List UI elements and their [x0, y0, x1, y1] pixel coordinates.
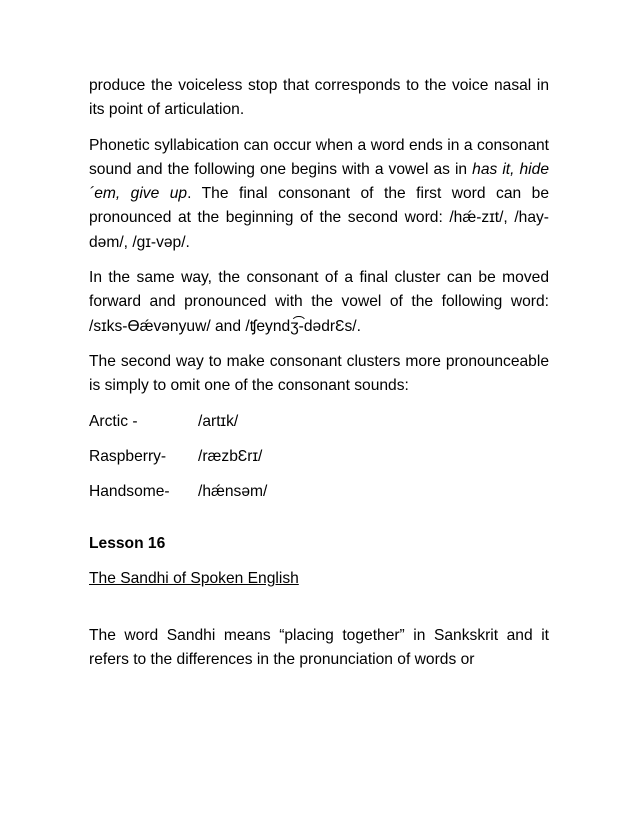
example-ipa: /ræzbƐrɪ/	[198, 447, 263, 465]
paragraph-sandhi-intro: The word Sandhi means “placing together” in Sankskrit and it refers to the differences in the pronunciation of words or	[89, 627, 549, 669]
example-row-raspberry	[89, 445, 549, 469]
lesson-heading: Lesson 16	[89, 535, 166, 553]
example-ipa: /hǽnsəm/	[198, 483, 268, 501]
example-term: Handsome-	[89, 483, 170, 501]
lesson-subheading: The Sandhi of Spoken English	[89, 569, 299, 587]
example-term: Arctic -	[89, 412, 138, 430]
paragraph-text: . The final consonant of the first word can be pronounced at the beginning of the second word: /hǽ-zɪt/, /hay-dəm/, /gɪ-vəp/.	[89, 185, 549, 251]
paragraph-omit-consonant: The second way to make consonant clusters more pronounceable is simply to omit one of the consonant sounds:	[89, 352, 549, 395]
paragraph-final-cluster: In the same way, the consonant of a final cluster can be moved forward and pronounced with the vowel of the following word: /sɪks-Ɵǽvənyuw/ and /ʧeyndʒ͡-dədrƐs/.	[89, 269, 549, 335]
italic-examples: has it, hide ´em, give up	[89, 160, 549, 203]
example-row-handsome	[89, 480, 549, 504]
paragraph-text: Phonetic syllabication can occur when a word ends in a consonant sound and the following one begins with a vowel as in	[89, 136, 549, 178]
example-term: Raspberry-	[89, 447, 167, 465]
paragraph-phonetic-syllabication	[89, 134, 549, 255]
example-ipa: /artɪk/	[198, 412, 239, 430]
example-row-arctic	[89, 410, 549, 434]
paragraph-voiceless-stop: produce the voiceless stop that corresponds to the voice nasal in its point of articulation.	[89, 77, 549, 119]
document-page	[89, 74, 549, 684]
